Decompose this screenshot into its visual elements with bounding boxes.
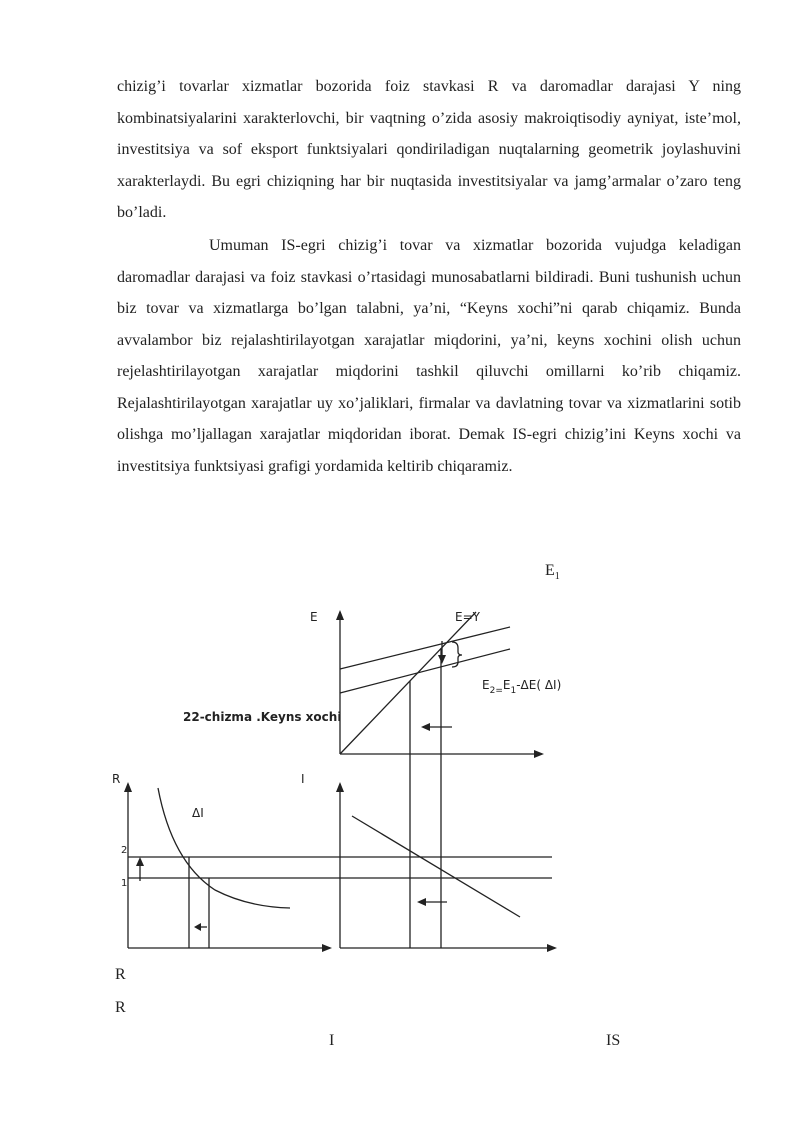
- tick-1: 1: [121, 878, 128, 889]
- figure-caption: 22-chizma .Keyns xochi: [183, 710, 342, 724]
- e-axis-label: E: [310, 610, 318, 624]
- bottom-label-r2: R: [115, 999, 126, 1016]
- e2-equation-label: $E_2=E_1-\Delta E$( ΔI): [482, 678, 562, 696]
- bottom-label-is: IS: [606, 1032, 621, 1049]
- y-axis-bottom-arrow: [547, 944, 557, 952]
- i-axis-label: I: [301, 772, 305, 786]
- e-axis-arrow: [336, 610, 344, 620]
- bottom-label-r1: R: [115, 966, 126, 983]
- investment-curve: [158, 788, 290, 908]
- paragraph-2: Umuman IS-egri chizig’i tovar va xizmatlar bozorida vujudga keladigan daromadlar darajasi va foiz stavkasi o’rtasidagi munosabatlarni bildiradi. Buni tushunish uchun biz tovar va xizmatlarga bo’lgan talabni, ya’ni, “Keyns xochi”ni qarab chiqamiz. Bunda avvalambor biz rejalashtirilayotgan xarajatlar miqdorini, ya’ni, keyns xochini olish uchun rejelashtirilayotgan xarajatlar miqdorini tashkil qiluvchi omillarni ko’rib chiqamiz. Rejalashtirilayotgan xarajatlar uy xo’jaliklari, firmalar va davlatning tovar va xizmatlarini sotib olishga mo’ljallagan xarajatlar miqdoridan iborat. Demak IS-egri chizig’ini Keyns xochi va investitsiya funktsiyasi grafigi yordamida keltirib chiqaramiz.: [117, 237, 741, 475]
- delta-i-label: ΔI: [192, 806, 204, 820]
- left-arrow-bottom-head: [417, 898, 426, 906]
- e-equals-y-line: [340, 612, 476, 754]
- i-axis-bottom-arrow: [322, 944, 332, 952]
- i-axis-arrow: [336, 782, 344, 792]
- left-arrow-top-head: [421, 723, 430, 731]
- y-axis-top-arrow: [534, 750, 544, 758]
- e-equals-y-label: E=Y: [455, 610, 480, 624]
- bottom-label-i: I: [329, 1032, 335, 1049]
- up-arrow-head: [136, 857, 144, 866]
- r-axis-arrow: [124, 782, 132, 792]
- left-arrow-small-head: [194, 923, 201, 931]
- down-arrow-head: [438, 655, 446, 664]
- paragraph-1: chizig’i tovarlar xizmatlar bozorida foiz stavkasi R va daromadlar darajasi Y ning kombinatsiyalarini xarakterlovchi, bir vaqtning o’zida asosiy makroiqtisodiy ayniyat, iste’mol, investitsiya va sof eksport funktsiyalari qondiriladigan nuqtalarning geometrik joylashuvini xarakterlaydi. Bu egri chiziqning har bir nuqtasida investitsiyalar va jamg’armalar o’zaro teng bo’ladi.: [117, 78, 741, 221]
- r-axis-label: R: [112, 772, 121, 786]
- figure-label-e1: $E_1$: [545, 562, 560, 583]
- tick-2: 2: [121, 845, 128, 856]
- planned-expenditure-e1: [340, 627, 510, 669]
